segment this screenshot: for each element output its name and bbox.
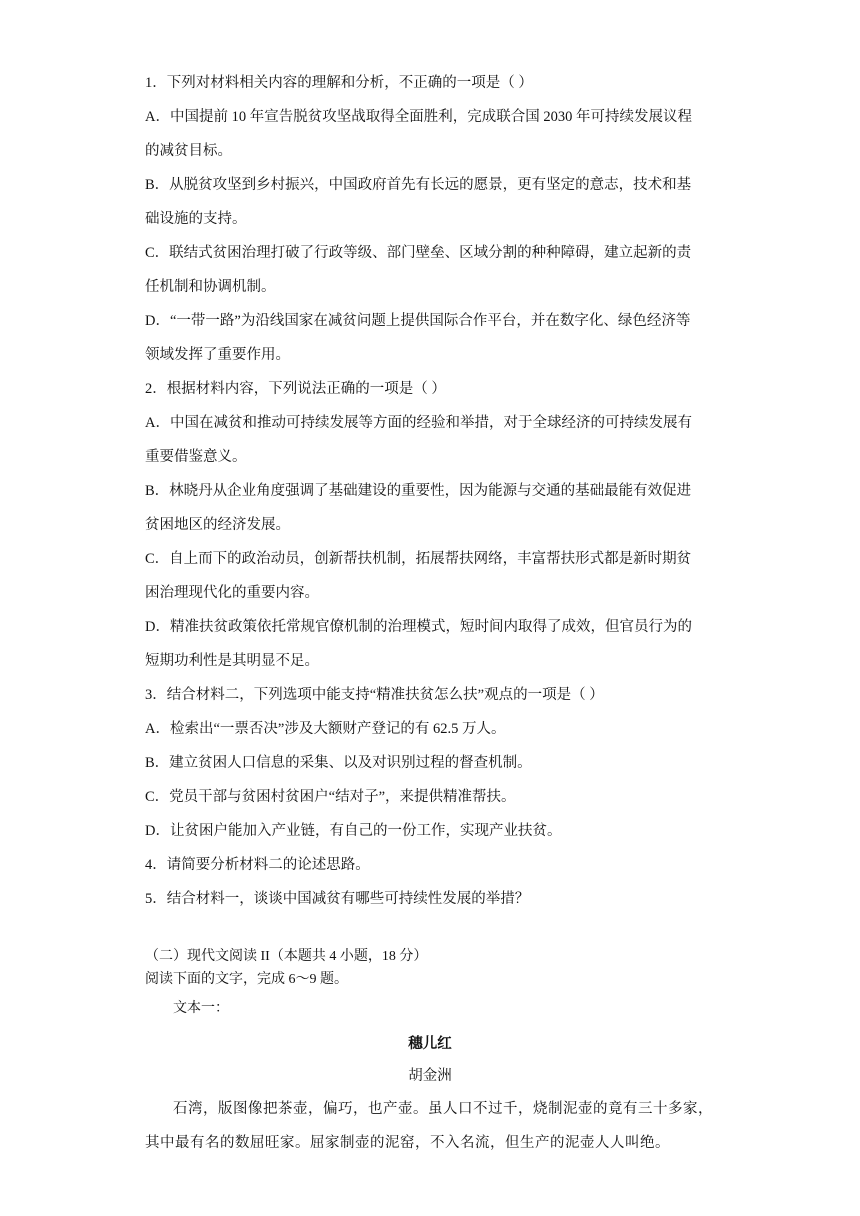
question-2-option-c-line-2: 困治理现代化的重要内容。 xyxy=(145,585,319,601)
question-2-option-a-line-2: 重要借鉴意义。 xyxy=(145,449,247,465)
story-title: 穗儿红 xyxy=(408,1036,452,1052)
section-instruction: 阅读下面的文字，完成 6～9 题。 xyxy=(145,972,348,987)
question-2-option-d-line-1: D．精准扶贫政策依托常规官僚机制的治理模式，短时间内取得了成效，但官员行为的 xyxy=(145,619,692,635)
question-5-stem: 5．结合材料一，谈谈中国减贫有哪些可持续性发展的举措？ xyxy=(145,891,530,907)
question-3-option-d: D．让贫困户能加入产业链，有自己的一份工作，实现产业扶贫。 xyxy=(145,823,562,839)
story-author: 胡金洲 xyxy=(408,1068,452,1084)
section-heading: （二）现代文阅读 II（本题共 4 小题，18 分） xyxy=(145,949,428,964)
question-1-option-c-line-1: C．联结式贫困治理打破了行政等级、部门壁垒、区域分割的种种障碍，建立起新的责 xyxy=(145,245,692,261)
question-1-option-c-line-2: 任机制和协调机制。 xyxy=(145,279,276,295)
story-paragraph-line-2: 其中最有名的数屈旺家。屈家制壶的泥窑，不入名流，但生产的泥壶人人叫绝。 xyxy=(145,1135,670,1151)
question-2-stem: 2．根据材料内容，下列说法正确的一项是（ ） xyxy=(145,381,446,397)
question-3-option-a: A．检索出“一票否决”涉及大额财产登记的有 62.5 万人。 xyxy=(145,721,506,737)
question-3-stem: 3．结合材料二，下列选项中能支持“精准扶贫怎么扶”观点的一项是（ ） xyxy=(145,687,604,703)
question-3-option-c: C．党员干部与贫困村贫困户“结对子”，来提供精准帮扶。 xyxy=(145,789,516,805)
question-2-option-b-line-2: 贫困地区的经济发展。 xyxy=(145,517,290,533)
text-label: 文本一： xyxy=(173,1001,229,1016)
question-4-stem: 4．请简要分析材料二的论述思路。 xyxy=(145,857,370,873)
question-2-option-d-line-2: 短期功利性是其明显不足。 xyxy=(145,653,319,669)
question-1-option-d-line-2: 领域发挥了重要作用。 xyxy=(145,347,290,363)
question-2-option-c-line-1: C．自上而下的政治动员，创新帮扶机制，拓展帮扶网络，丰富帮扶形式都是新时期贫 xyxy=(145,551,692,567)
question-1-option-d-line-1: D．“一带一路”为沿线国家在减贫问题上提供国际合作平台，并在数字化、绿色经济等 xyxy=(145,313,691,329)
question-1-option-a-line-1: A．中国提前 10 年宣告脱贫攻坚战取得全面胜利，完成联合国 2030 年可持续发展议程 xyxy=(145,109,692,125)
story-paragraph-line-1: 石湾，版图像把茶壶，偏巧，也产壶。虽人口不过千，烧制泥壶的竟有三十多家， xyxy=(173,1101,713,1117)
question-2-option-a-line-1: A．中国在减贫和推动可持续发展等方面的经验和举措，对于全球经济的可持续发展有 xyxy=(145,415,692,431)
question-3-option-b: B．建立贫困人口信息的采集、以及对识别过程的督查机制。 xyxy=(145,755,532,771)
question-1-option-b-line-2: 础设施的支持。 xyxy=(145,211,247,227)
question-1-option-a-line-2: 的减贫目标。 xyxy=(145,143,232,159)
question-1-stem: 1．下列对材料相关内容的理解和分析，不正确的一项是（ ） xyxy=(145,75,533,91)
question-1-option-b-line-1: B．从脱贫攻坚到乡村振兴，中国政府首先有长远的愿景，更有坚定的意志，技术和基 xyxy=(145,177,692,193)
question-2-option-b-line-1: B．林晓丹从企业角度强调了基础建设的重要性，因为能源与交通的基础最能有效促进 xyxy=(145,483,692,499)
